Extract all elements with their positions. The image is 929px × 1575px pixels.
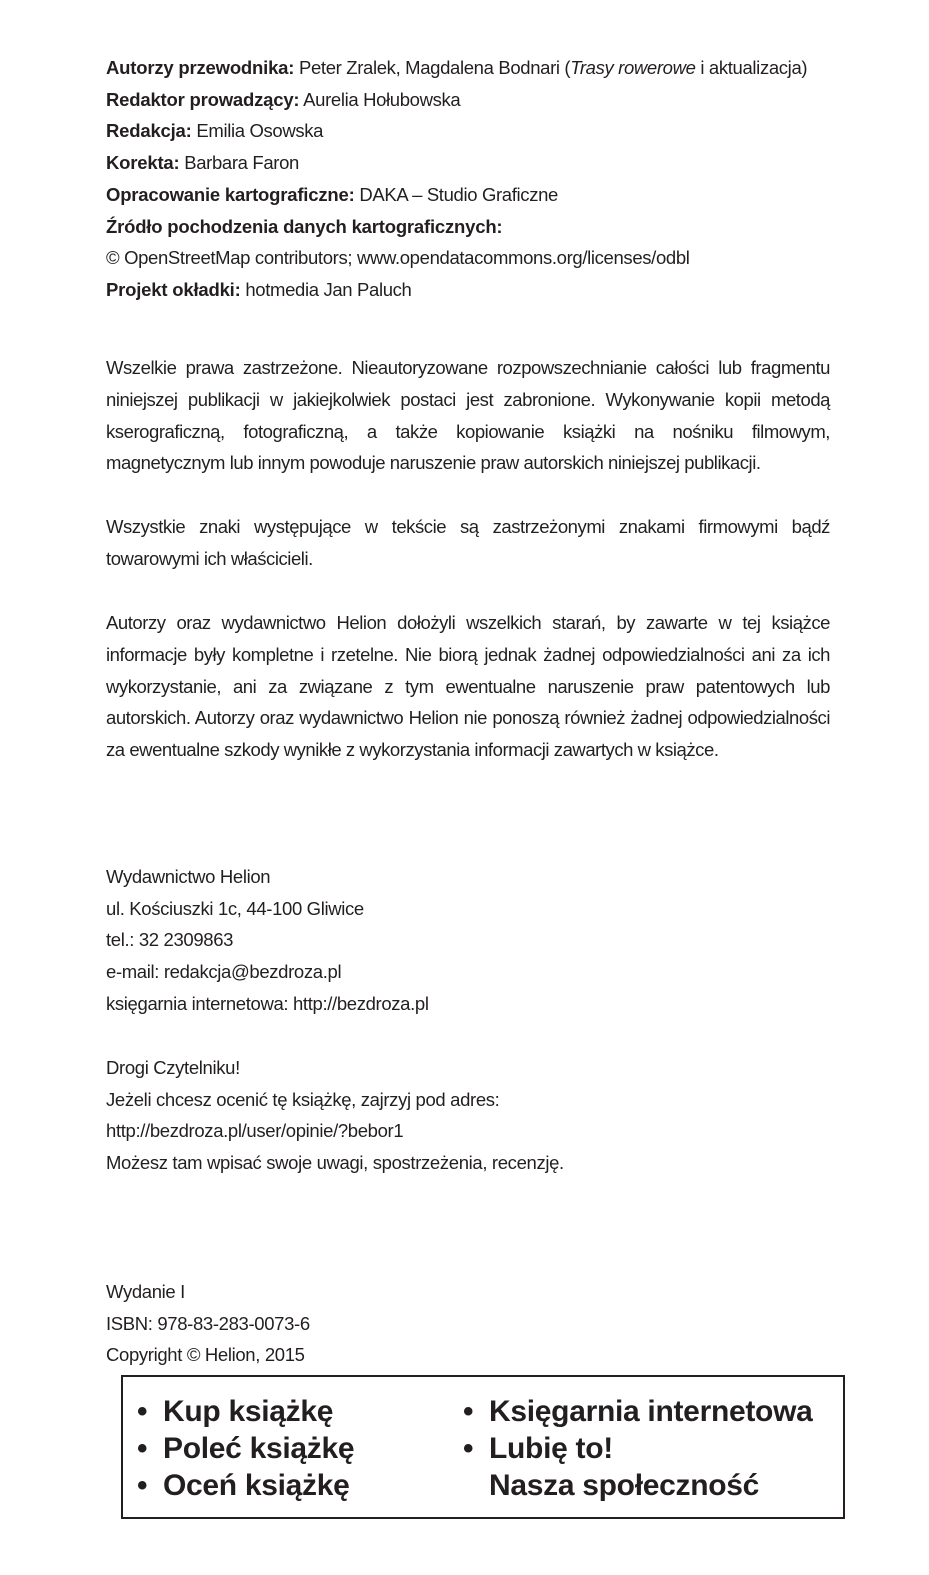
credit-cartography (106, 179, 834, 211)
credit-label: Autorzy przewodnika: (106, 57, 295, 78)
community-link[interactable]: Nasza społeczność (489, 1469, 760, 1502)
bullet-icon: • (137, 1469, 148, 1502)
promo-label: Lubię to! (489, 1432, 613, 1465)
credit-lead-editor (106, 84, 834, 116)
bullet-icon: • (463, 1432, 474, 1465)
edition-block (106, 1276, 834, 1371)
reader-instruction: Jeżeli chcesz ocenić tę książkę, zajrzyj pod adres: (106, 1088, 500, 1110)
credit-value: hotmedia Jan Paluch (240, 278, 412, 300)
buy-book-link[interactable] (137, 1393, 354, 1430)
reader-note-block (106, 1052, 834, 1179)
promo-label: Oceń książkę (163, 1469, 350, 1502)
publisher-shop: księgarnia internetowa: http://bezdroza.pl (106, 992, 429, 1014)
reader-invite: Możesz tam wpisać swoje uwagi, spostrzeżenia, recenzję. (106, 1152, 564, 1174)
promo-right-column (463, 1393, 813, 1504)
publisher-name: Wydawnictwo Helion (106, 866, 271, 887)
reader-greeting: Drogi Czytelniku! (106, 1057, 240, 1078)
credit-map-license (106, 242, 834, 274)
online-bookstore-link[interactable] (463, 1393, 813, 1430)
credit-label: Źródło pochodzenia danych kartograficznych: (106, 215, 503, 237)
trademark-paragraph: Wszystkie znaki występujące w tekście są zastrzeżonymi znakami firmowymi bądź towarowymi ich właścicieli. (106, 516, 830, 569)
promo-label: Księgarnia internetowa (489, 1395, 813, 1428)
bullet-icon: • (463, 1395, 474, 1428)
credit-value: Aurelia Hołubowska (299, 88, 461, 110)
credit-value-italic: Trasy rowerowe (570, 57, 696, 78)
credit-map-source (106, 211, 834, 243)
credit-value: Barbara Faron (179, 152, 299, 174)
bullet-icon: • (137, 1395, 148, 1428)
credit-cover (106, 274, 834, 306)
bullet-icon: • (137, 1432, 148, 1465)
credit-authors (106, 52, 834, 84)
promo-label: Kup książkę (163, 1395, 334, 1428)
credit-label: Projekt okładki: (106, 278, 241, 300)
publisher-phone: tel.: 32 2309863 (106, 929, 234, 951)
promo-box (121, 1375, 845, 1519)
promo-label: Poleć książkę (163, 1432, 355, 1465)
rights-paragraph: Wszelkie prawa zastrzeżone. Nieautoryzowane rozpowszechnianie całości lub fragmentu niniejszej publikacji w jakiejkolwiek postaci jest zabronione. Wykonywanie kopii metodą kserograficzną, fotograficzną, a także kopiowanie książki na nośniku filmowym, magnetycznym lub innym powoduje naruszenie praw autorskich niniejszej publikacji. (106, 357, 830, 474)
publisher-block (106, 861, 834, 1020)
review-url: http://bezdroza.pl/user/opinie/?bebor1 (106, 1120, 404, 1142)
credit-proofreading (106, 147, 834, 179)
promo-left-column (137, 1393, 354, 1504)
credit-editing (106, 115, 834, 147)
credit-value: Emilia Osowska (191, 120, 324, 142)
liability-paragraph: Autorzy oraz wydawnictwo Helion dołożyli wszelkich starań, by zawarte w tej książce informacje były kompletne i rzetelne. Nie biorą jednak żadnej odpowiedzialności ani za ich wykorzystanie, ani za związane z tym ewentualne naruszenie praw patentowych lub autorskich. Autorzy oraz wydawnictwo Helion nie ponoszą również żadnej odpowiedzialności za ewentualne szkody wynikłe z wykorzystania informacji zawartych w książce. (106, 612, 830, 761)
edition-number: Wydanie I (106, 1281, 185, 1302)
like-it-link[interactable] (463, 1430, 813, 1467)
credit-label: Redaktor prowadzący: (106, 88, 300, 110)
credit-value: Peter Zralek, Magdalena Bodnari ( (294, 57, 571, 78)
publisher-email: e-mail: redakcja@bezdroza.pl (106, 961, 342, 983)
isbn: ISBN: 978-83-283-0073-6 (106, 1312, 310, 1334)
credit-label: Korekta: (106, 152, 180, 174)
credit-value: © OpenStreetMap contributors; www.opendatacommons.org/licenses/odbl (106, 247, 690, 269)
publisher-address: ul. Kościuszki 1c, 44-100 Gliwice (106, 897, 364, 919)
credit-value: DAKA – Studio Graficzne (354, 183, 558, 205)
credits-block (106, 52, 834, 306)
credit-label: Opracowanie kartograficzne: (106, 183, 355, 205)
credit-value: i aktualizacja) (695, 57, 808, 78)
copyright: Copyright © Helion, 2015 (106, 1344, 305, 1366)
recommend-book-link[interactable] (137, 1430, 354, 1467)
rate-book-link[interactable] (137, 1467, 354, 1504)
credit-label: Redakcja: (106, 120, 192, 142)
